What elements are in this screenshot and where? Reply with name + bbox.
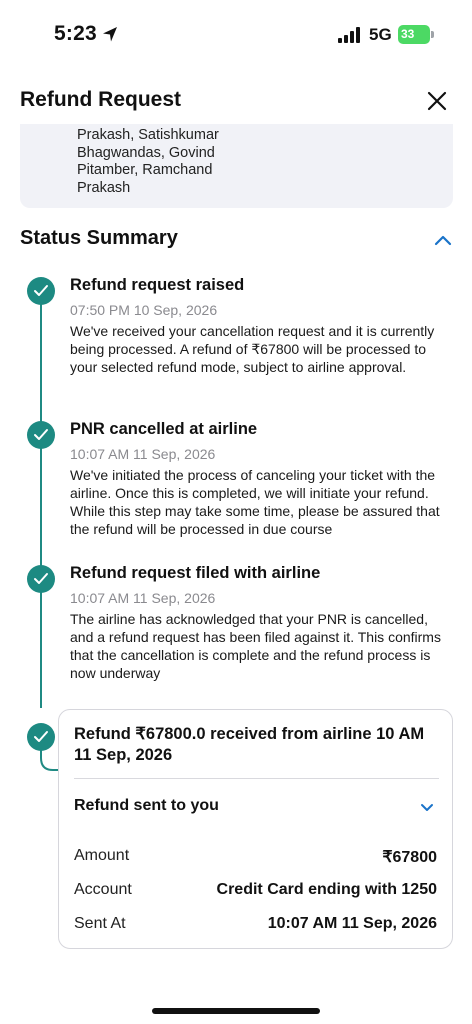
- refund-received-heading: Refund ₹67800.0 received from airline 10 AM 11 Sep, 2026: [74, 725, 425, 764]
- passenger-name: Bhagwandas, Govind: [77, 144, 215, 161]
- step-time: 10:07 AM 11 Sep, 2026: [70, 446, 216, 462]
- battery-level: 33: [398, 25, 430, 44]
- step-time: 07:50 PM 10 Sep, 2026: [70, 302, 218, 318]
- battery-icon: [398, 25, 434, 44]
- status-bar: [0, 0, 472, 70]
- step-title: PNR cancelled at airline: [70, 420, 258, 438]
- check-icon: [27, 565, 55, 593]
- check-icon: [27, 723, 55, 751]
- check-icon: [27, 421, 55, 449]
- account-label: Account: [74, 881, 132, 898]
- step-title: Refund request filed with airline: [70, 564, 321, 582]
- close-icon[interactable]: [424, 88, 450, 114]
- passenger-list: [77, 127, 219, 197]
- chevron-down-icon[interactable]: [419, 799, 435, 815]
- divider: [74, 778, 439, 779]
- refund-sent-title[interactable]: Refund sent to you: [74, 797, 219, 814]
- timeline-line: [40, 290, 42, 708]
- cellular-signal-icon: [338, 27, 362, 43]
- passenger-names-card: [20, 124, 453, 208]
- home-indicator[interactable]: [152, 1008, 320, 1014]
- step-description: We've initiated the process of canceling your ticket with the airline. Once this is completed, we will initiate your refund. While this step may take some time, please be assured that the refund will be processed in due course: [70, 467, 440, 537]
- step-title: Refund request raised: [70, 276, 245, 294]
- clock: 5:23: [54, 22, 97, 45]
- sent-at-value: 10:07 AM 11 Sep, 2026: [267, 915, 437, 932]
- check-icon: [27, 277, 55, 305]
- step-description: We've received your cancellation request and it is currently being processed. A refund of ₹67800 will be processed to your selected refund mode, subject to airline approval.: [70, 323, 435, 375]
- step-time: 10:07 AM 11 Sep, 2026: [70, 590, 216, 606]
- amount-label: Amount: [74, 847, 130, 864]
- passenger-name: Pitamber, Ramchand: [77, 162, 213, 178]
- location-arrow-icon: [101, 25, 119, 43]
- sent-at-label: Sent At: [74, 915, 126, 932]
- chevron-up-icon[interactable]: [432, 230, 454, 252]
- passenger-name: Prakash: [77, 179, 131, 196]
- account-value: Credit Card ending with 1250: [216, 881, 437, 898]
- passenger-name: Prakash, Satishkumar: [77, 127, 219, 143]
- amount-value: ₹67800: [382, 849, 437, 866]
- page-title: Refund Request: [20, 88, 182, 111]
- network-type: 5G: [369, 25, 392, 44]
- status-summary-title: Status Summary: [20, 227, 178, 249]
- refund-received-card: [58, 709, 453, 949]
- step-description: The airline has acknowledged that your PNR is cancelled, and a refund request has been filed against it. This confirms that the cancellation is complete and the refund process is now underway: [70, 611, 441, 681]
